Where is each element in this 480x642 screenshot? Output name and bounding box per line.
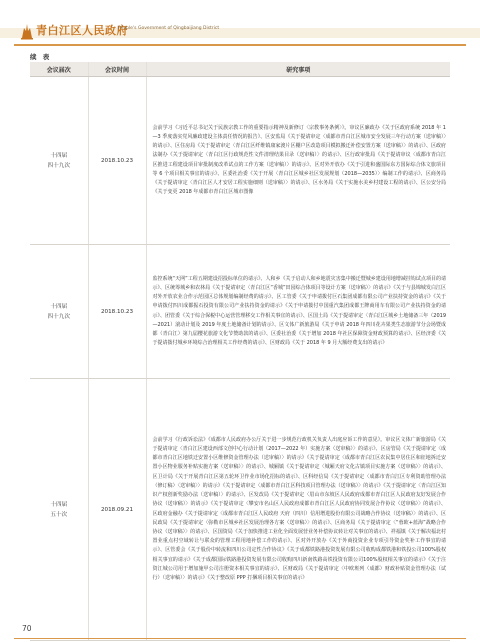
section-label: 续 表 xyxy=(30,53,52,61)
government-title: 青白江区人民政府 xyxy=(36,24,128,37)
table-header-row xyxy=(30,62,450,77)
table-row xyxy=(30,245,450,379)
date-cell: 2018.10.23 xyxy=(88,77,146,245)
date-cell: 2018.10.23 xyxy=(88,245,146,379)
meetings-table xyxy=(30,62,450,641)
page-number: 70 xyxy=(22,624,32,633)
session-cell: 十四届 四十九次 xyxy=(30,245,88,379)
topics-cell: 会前学习《行政诉讼法》《成都市人民政府办公厅关于进一步规范行政机关负责人出庭应诉工作的意见》。审议区文体广新旅游局《关于提请审定〈青白江区建设西部文创中心行动计划（2017—2022 年）实施方案（送审稿）〉的请示》、区房管局《关于提请审定〈成都市青白江区地铁迁安置小区维修资金管理办法（送审稿）〉的请示》《关于提请审定〈成都市青白江区农民集中居住区和征地拆迁安置小区物业服务补贴实施方案（送审稿）〉的请示》、城厢镇《关于提请审定〈城厢天府文化古镇项目实施方案（送审稿）〉的请示》、区卫计局《关于开展青白江区第五轮环卫作业市场化招标的请示》、区科经信局《关于提请审定〈成都市青白江区专利资助管理办法（修订稿）〈送审稿〉〉的请示》《关于提请审定〈成都市青白江区科技项目管理办法（送审稿）〉的请示》《关于提请审定〈青白江区知识产权创新奖励办法（送审稿）〉的请示》、区发改局《关于提请审定〈眉山市东坡区人民政府成都市青白江区人民政府友好发展合作协议（送审稿）〉的请示》《关于提请审定〈攀安市名山区人民政府成都市青白江区人民政府协同发展合作协议（送审稿）〉的请示》、区政府金融办《关于提请审定〈成都市青白江区人民政府 天府（四川）信用增进股份有限公司战略合作协议（送审稿）〉的请示》、区民政局《关于提请审定〈弥勒市区城乡社区发展治理各方案（送审稿）〉的请示》、区商务局《关于提请审定〈“蓉欧+蓝海”战略合作协议（送审稿）〉的请示》、区国资局《关于加快推进工业化全面发展营业务补偿协议转让对关事宜的请示》、祥福镇《关于解决福北村置业重点村空域转让与联众的管理工程用地补偿工作的请示》、区对外开放办《关于外商投资企业专项引导资金奖补工作事宜的请示》、区管委会《关于股份中转流和四川公司定性合作协议》《关于成都铁路港投资发展有限公司收购成都铁港和铁投公司100%股权相关事宜的请示》《关于成都国际铁路港投资发展有限公司收购四川新南铁路高铁投资有限公司100%股权相关事宜的请示》《关于注资江城公司用于增加施甲公司注册资本相关事宜的请示》、区财政局《关于提请审定〈中欧班列（成都）财政补贴资金管理办法（试行）（送审稿）〉的请示》《关于整改原 PPP 打捆项目相关事宜的请示》 xyxy=(146,379,450,641)
topics-cell: 监控系统“天网”工程五期建设招投标单位的请示》、人和乡《关于启动人和乡地震灾害集中搬迁暨城乡建设用地增减挂钩试点项目的请示》、区统筹城乡和农林局《关于提请审定〈青白江区“香城”田园综合体项目等设计方案（送审稿）〉的请示》《关于与县锦城发白江区对外开放农业合作示范园区总体规划编制经费的请示》、区工管委《关于申请拨付巨石集团成都有限公司产业扶持资金的请示》《关于申请拨付四川成都振石投资有限公司产业扶持资金的请示》《关于申请拨付中国重汽集团成都王牌商用车有限公司产业扶持资金的请示》、团管委《关于综合保税中心运营管理移交工作相关事宜的请示》、区国土局《关于提请审定〈青白江区城乡土地储备三年（2019—2021）滚动计划及 2019 年度土地储备计划的请示》、区文体广新旅游局《关于申请 2018 年四川花卉果类生态旅游节分会场暨成都（青白江）第九届樱花旅游文化节赞助款的请示》、区委社治委《关于增加 2018 年社区保障资金财政预算的请示》、区经济委《关于提请拨付城乡环境综合治理相关工作经费的请示》、区财政局《关于 2018 年 9 月大额经费支出的请示》 xyxy=(146,245,450,379)
column-header-topics: 研究事项 xyxy=(146,62,450,77)
session-cell: 十四届 五十次 xyxy=(30,379,88,641)
column-header-date: 会议时间 xyxy=(88,62,146,77)
topics-cell: 会前学习《习近平总书记关于民族宗教工作的重要指示精神及新修订〈宗教事务条例〉》。审议区廉政办《关于区政府系统 2018 年 1—3 季度落实党风廉政建设主体责任情况的报告》、区安监局《关于提请审定〈成都市青白江区城市安全发展三年行动方案（送审稿）〉的请示》、区住房局《关于提请审定〈青白江区纤维镇康家渡片区棚户区改造项目模拟搬迁补偿安置方案（送审稿）〉的请示》、区政府法制办《关于提请审定〈青白江区行政规范性文件清理结果目录（送审稿）〉的请示》、区行政审批局《关于提请审议〈成都市青白江区推进工程建设项目审批制度改革试点的工作方案（送审稿）〉的请示》、区对外开放办《关于引进和盛国际东方国际综合体文旅项目等 6 个项目相关事宜的请示》、区委社治委《关于开展〈青白江区城乡社区发展规划（2018—2035）〉编制工作的请示》、区商务局《关于提请审定〈青白江区人才安居工程实施细则（送审稿）〉的请示》、区水务局《关于实施水美乡村建设工程的请示》、区公安分局《关于变更 2018 年成都市青白江区城市图像 xyxy=(146,77,450,245)
date-cell: 2018.09.21 xyxy=(88,379,146,641)
government-emblem-icon xyxy=(20,20,34,40)
column-header-session: 会议届次 xyxy=(30,62,88,77)
page-header xyxy=(0,0,480,48)
header-divider xyxy=(14,44,466,46)
session-cell: 十四届 四十九次 xyxy=(30,77,88,245)
government-title-en: People's Government of Qingbaijiang District xyxy=(118,26,220,31)
footer-divider xyxy=(14,638,466,639)
table-row xyxy=(30,77,450,245)
table-row xyxy=(30,379,450,641)
